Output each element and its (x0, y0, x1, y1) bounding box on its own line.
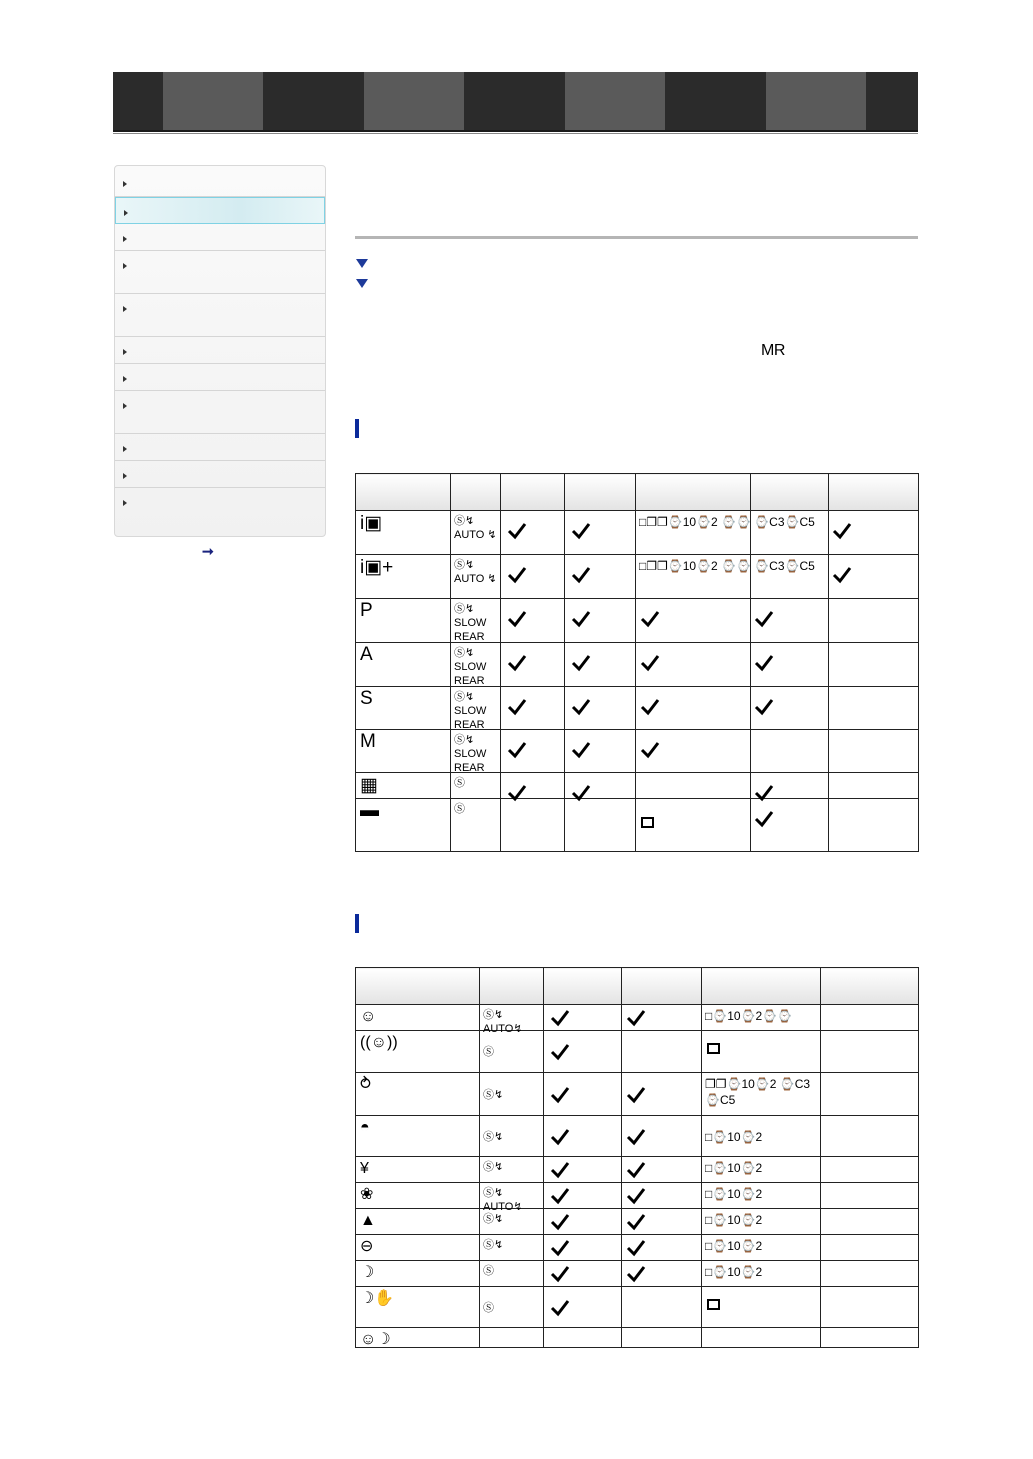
checkmark-icon (571, 740, 591, 760)
portrait-icon: ☺ (360, 1008, 377, 1025)
flash-mode-icons: Ⓢ (483, 1265, 494, 1277)
table-cell (356, 599, 451, 643)
checkmark-icon (626, 1238, 646, 1258)
table-cell (480, 1073, 544, 1116)
table-cell (451, 511, 501, 555)
header-cell (636, 474, 751, 511)
drive-mode-icons: ❐❐⌚10⌚2 ⌚C3⌚C5 (705, 1077, 811, 1107)
table-cell (544, 1116, 622, 1157)
checkmark-icon (550, 1042, 570, 1062)
sidebar-item[interactable] (115, 488, 325, 534)
table-cell (751, 599, 829, 643)
caret-right-icon (123, 500, 127, 506)
triangle-down-icon[interactable] (356, 279, 368, 288)
table-cell (501, 555, 565, 599)
header-cell (821, 968, 919, 1005)
flash-mode-icons: Ⓢ↯ (483, 1088, 504, 1101)
table-cell (821, 1287, 919, 1328)
drive-mode-icons: □⌚10⌚2 (705, 1161, 763, 1175)
table-cell (751, 687, 829, 730)
table-cell (821, 1261, 919, 1287)
table-cell (702, 1209, 821, 1235)
checkmark-icon (626, 1085, 646, 1105)
table-header-row (356, 968, 919, 1005)
landscape-icon: ▲ (360, 1212, 376, 1229)
flash-mode-icons: Ⓢ (483, 1301, 494, 1314)
mode-iAuto-icon: i▣ (360, 513, 383, 534)
night-portrait-icon: ☺☽ (360, 1331, 391, 1348)
table-cell (544, 1157, 622, 1183)
table-cell (829, 687, 919, 730)
table-cell (751, 555, 829, 599)
drive-mode-icons: □⌚10⌚2 (705, 1239, 763, 1253)
table-cell (544, 1209, 622, 1235)
table-cell (356, 1328, 480, 1348)
table-cell (544, 1183, 622, 1209)
checkmark-icon (507, 609, 527, 629)
header-cell (451, 474, 501, 511)
table-cell (636, 730, 751, 773)
caret-right-icon (123, 446, 127, 452)
sidebar-item[interactable] (115, 169, 325, 197)
checkmark-icon (550, 1085, 570, 1105)
flash-mode-icons: Ⓢ↯ SLOW REAR (454, 603, 487, 643)
section-marker (355, 914, 359, 933)
checkmark-icon (754, 809, 774, 829)
table-cell (501, 799, 565, 852)
table-row (356, 799, 919, 852)
table-cell (751, 643, 829, 687)
checkmark-icon (507, 521, 527, 541)
table-cell (702, 1287, 821, 1328)
drive-mode-icons: □⌚10⌚2⌚⌚ (705, 1009, 793, 1023)
checkmark-icon (550, 1212, 570, 1232)
checkmark-icon (754, 697, 774, 717)
table-cell (565, 555, 636, 599)
drive-mode-icons: □⌚10⌚2 (705, 1265, 763, 1279)
table-cell (356, 730, 451, 773)
checkmark-icon (550, 1298, 570, 1318)
table-cell (821, 1031, 919, 1073)
flash-mode-icons: Ⓢ↯ SLOW REAR (454, 647, 487, 687)
checkmark-icon (507, 740, 527, 760)
sidebar-item[interactable] (115, 461, 325, 488)
table-cell (702, 1116, 821, 1157)
table-cell (451, 687, 501, 730)
table-cell (501, 511, 565, 555)
table-cell (821, 1073, 919, 1116)
table-cell (565, 799, 636, 852)
table-cell (451, 799, 501, 852)
scene-selection-table (355, 967, 919, 1348)
caret-right-icon (123, 306, 127, 312)
table-cell (636, 773, 751, 799)
table-cell (622, 1287, 702, 1328)
table-cell (622, 1116, 702, 1157)
caret-right-icon (123, 473, 127, 479)
flash-mode-icons: Ⓢ↯ SLOW REAR (454, 691, 487, 731)
table-row (356, 599, 919, 643)
table-row (356, 1328, 919, 1348)
caret-right-icon (123, 349, 127, 355)
table-cell (751, 730, 829, 773)
sidebar-item[interactable] (115, 434, 325, 461)
macro-icon: ❀ (360, 1186, 374, 1203)
banner-block (163, 72, 263, 130)
table-row (356, 555, 919, 599)
flash-mode-icons: Ⓢ (454, 777, 465, 789)
table-cell (636, 555, 815, 599)
table-row (356, 643, 919, 687)
table-cell (829, 799, 919, 852)
checkmark-icon (640, 697, 660, 717)
table-cell (544, 1287, 622, 1328)
table-cell (622, 1073, 702, 1116)
mr-mode-label: MR (761, 342, 785, 359)
table-cell (480, 1183, 544, 1213)
table-cell (636, 643, 751, 687)
checkmark-icon (626, 1127, 646, 1147)
caret-right-icon (123, 403, 127, 409)
table-cell (821, 1116, 919, 1157)
table-row (356, 1235, 919, 1261)
table-cell (356, 773, 451, 799)
table-row (356, 1005, 919, 1031)
table-cell (501, 643, 565, 687)
table-cell (702, 1261, 821, 1287)
table-cell (356, 555, 451, 599)
mode-A-icon: A (360, 644, 373, 665)
table-cell (544, 1073, 622, 1116)
table-row (356, 1157, 919, 1183)
table-cell (451, 730, 501, 773)
table-cell (636, 799, 751, 852)
table-cell (356, 1073, 480, 1116)
header-cell (544, 968, 622, 1005)
table-cell (622, 1183, 702, 1209)
sidebar-item[interactable] (115, 251, 325, 294)
table-cell (622, 1328, 702, 1348)
table-cell (565, 773, 636, 799)
triangle-down-icon[interactable] (356, 259, 368, 268)
table-cell (356, 1157, 480, 1183)
flash-mode-icons: Ⓢ↯ AUTO↯ (483, 1009, 523, 1035)
sidebar (114, 165, 326, 537)
checkmark-icon (507, 697, 527, 717)
table-cell (480, 1031, 544, 1073)
table-cell (622, 1031, 702, 1073)
table-row (356, 1287, 919, 1328)
flash-mode-icons: Ⓢ↯ (483, 1239, 504, 1251)
table-cell (480, 1287, 544, 1328)
drive-mode-icons: □❐❐⌚10⌚2 ⌚⌚ ⌚C3⌚C5 (639, 559, 815, 573)
table-cell (356, 687, 451, 730)
table-cell (829, 643, 919, 687)
checkmark-icon (754, 653, 774, 673)
checkmark-icon (571, 609, 591, 629)
table-cell (821, 1328, 919, 1348)
mode-panorama-icon: ▬ (360, 800, 379, 821)
table-cell (544, 1031, 622, 1073)
caret-right-icon (123, 263, 127, 269)
table-cell (480, 1235, 544, 1261)
header-cell (829, 474, 919, 511)
single-shooting-icon (707, 1299, 720, 1310)
table-cell (636, 511, 815, 555)
drive-mode-icons: □⌚10⌚2 (705, 1129, 763, 1144)
mode-iAuto+-icon: i▣+ (360, 557, 394, 578)
table-cell (702, 1031, 821, 1073)
checkmark-icon (571, 565, 591, 585)
mode-S-icon: S (360, 688, 373, 709)
arrow-right-icon[interactable]: ➞ (202, 543, 214, 559)
table-cell (451, 643, 501, 687)
table-cell (751, 773, 829, 799)
table-cell (829, 730, 919, 773)
table-cell (702, 1005, 821, 1031)
table-cell (480, 1116, 544, 1157)
banner-block (565, 72, 665, 130)
table-row (356, 730, 919, 773)
table-row (356, 1209, 919, 1235)
caret-right-icon (124, 210, 128, 216)
table-cell (702, 1328, 821, 1348)
flash-mode-icons: Ⓢ↯ (483, 1161, 504, 1173)
table-cell (501, 599, 565, 643)
sidebar-item[interactable] (115, 391, 325, 434)
caret-right-icon (123, 376, 127, 382)
table-cell (356, 1209, 480, 1235)
mode-P-icon: P (360, 600, 373, 621)
table-cell (821, 1157, 919, 1183)
table-cell (636, 687, 751, 730)
table-cell (501, 773, 565, 799)
banner-block (113, 72, 163, 130)
anti-motion-blur-icon: ((☺)) (360, 1034, 398, 1051)
flash-mode-icons: Ⓢ↯ AUTO ↯ (454, 559, 497, 585)
mode-movie-icon: ▦ (360, 775, 378, 796)
table-cell (501, 687, 565, 730)
title-divider (355, 236, 918, 239)
banner-block (866, 72, 918, 130)
checkmark-icon (626, 1264, 646, 1284)
header-cell (565, 474, 636, 511)
flash-mode-icons: Ⓢ↯ (483, 1130, 504, 1143)
flash-mode-icons: Ⓢ↯ AUTO↯ (483, 1187, 523, 1213)
sidebar-item[interactable] (115, 337, 325, 364)
checkmark-icon (832, 565, 852, 585)
flash-mode-icons: Ⓢ (483, 1046, 494, 1058)
single-shooting-icon (641, 817, 654, 828)
table-cell (829, 773, 919, 799)
caret-right-icon (123, 181, 127, 187)
table-cell (480, 1328, 544, 1348)
flash-mode-icons: Ⓢ↯ SLOW REAR (454, 734, 487, 774)
table-cell (829, 511, 919, 555)
flash-mode-icons: Ⓢ (454, 803, 465, 815)
table-cell (544, 1261, 622, 1287)
table-cell (565, 511, 636, 555)
table-row (356, 1261, 919, 1287)
table-cell (356, 1261, 480, 1287)
table-row (356, 1183, 919, 1209)
checkmark-icon (550, 1238, 570, 1258)
single-shooting-icon (707, 1043, 720, 1054)
checkmark-icon (640, 653, 660, 673)
table-cell (751, 799, 829, 852)
drive-mode-icons: □❐❐⌚10⌚2 ⌚⌚ ⌚C3⌚C5 (639, 515, 815, 529)
flash-mode-icons: Ⓢ↯ (483, 1213, 504, 1225)
header-cell (702, 968, 821, 1005)
sidebar-item[interactable] (115, 364, 325, 391)
hand-held-twilight-icon: ☽✋ (360, 1290, 395, 1307)
table-row (356, 511, 919, 555)
banner-block (766, 72, 866, 130)
header-cell (356, 474, 451, 511)
table-cell (622, 1261, 702, 1287)
table-cell (622, 1005, 702, 1031)
table-header-row (356, 474, 919, 511)
table-cell (356, 1116, 480, 1157)
checkmark-icon (571, 697, 591, 717)
table-cell (480, 1157, 544, 1183)
table-cell (356, 511, 451, 555)
shooting-mode-table (355, 473, 919, 852)
table-cell (829, 555, 919, 599)
table-cell (451, 555, 501, 599)
table-cell (821, 1005, 919, 1031)
table-row (356, 1073, 919, 1116)
table-row (356, 1031, 919, 1073)
banner-block (364, 72, 464, 130)
table-cell (636, 599, 751, 643)
banner-block (665, 72, 766, 130)
table-cell (565, 730, 636, 773)
flash-mode-icons: Ⓢ↯ AUTO ↯ (454, 515, 497, 541)
table-cell (565, 687, 636, 730)
table-cell (565, 643, 636, 687)
drive-mode-icons: □⌚10⌚2 (705, 1187, 763, 1201)
checkmark-icon (550, 1127, 570, 1147)
section-marker (355, 419, 359, 438)
checkmark-icon (571, 653, 591, 673)
table-cell (751, 511, 829, 555)
checkmark-icon (626, 1212, 646, 1232)
table-cell (702, 1157, 821, 1183)
sunset-icon: ⊖ (360, 1238, 374, 1255)
banner-block (464, 72, 565, 130)
checkmark-icon (507, 565, 527, 585)
banner-divider (113, 133, 918, 134)
table-cell (356, 1235, 480, 1261)
sports-icon: ⥁ (360, 1076, 371, 1093)
table-cell (829, 599, 919, 643)
table-cell (622, 1157, 702, 1183)
table-cell (702, 1183, 821, 1209)
table-cell (480, 1005, 544, 1035)
table-row (356, 1116, 919, 1157)
banner-block (263, 72, 364, 130)
checkmark-icon (550, 1008, 570, 1028)
checkmark-icon (626, 1160, 646, 1180)
table-cell (702, 1235, 821, 1261)
checkmark-icon (507, 653, 527, 673)
table-row (356, 687, 919, 730)
table-cell (480, 1261, 544, 1287)
pet-icon: ◓ (360, 1119, 370, 1136)
checkmark-icon (626, 1008, 646, 1028)
caret-right-icon (123, 236, 127, 242)
mode-M-icon: M (360, 731, 376, 752)
checkmark-icon (550, 1160, 570, 1180)
table-cell (544, 1328, 622, 1348)
checkmark-icon (626, 1186, 646, 1206)
checkmark-icon (640, 740, 660, 760)
sidebar-item[interactable] (115, 224, 325, 251)
table-cell (356, 1005, 480, 1031)
table-cell (451, 773, 501, 799)
table-cell (821, 1209, 919, 1235)
table-cell (356, 1031, 480, 1073)
checkmark-icon (832, 521, 852, 541)
checkmark-icon (571, 521, 591, 541)
table-cell (480, 1209, 544, 1235)
checkmark-icon (550, 1264, 570, 1284)
table-row (356, 773, 919, 799)
drive-mode-icons: □⌚10⌚2 (705, 1213, 763, 1227)
header-banner (113, 72, 918, 132)
header-cell (480, 968, 544, 1005)
table-cell (565, 599, 636, 643)
table-cell (356, 643, 451, 687)
header-cell (622, 968, 702, 1005)
table-cell (451, 599, 501, 643)
table-cell (544, 1005, 622, 1031)
checkmark-icon (754, 609, 774, 629)
sidebar-item[interactable] (115, 197, 325, 224)
table-cell (356, 1287, 480, 1328)
table-cell (544, 1235, 622, 1261)
table-cell (356, 1183, 480, 1209)
table-cell (622, 1235, 702, 1261)
table-cell (622, 1209, 702, 1235)
table-cell (356, 799, 451, 852)
sidebar-item[interactable] (115, 294, 325, 337)
header-cell (356, 968, 480, 1005)
table-cell (501, 730, 565, 773)
table-cell (702, 1073, 821, 1116)
table-cell (821, 1183, 919, 1209)
gourmet-icon: ¥ (360, 1160, 369, 1177)
checkmark-icon (550, 1186, 570, 1206)
header-cell (751, 474, 829, 511)
night-scene-icon: ☽ (360, 1264, 375, 1281)
table-cell (821, 1235, 919, 1261)
header-cell (501, 474, 565, 511)
checkmark-icon (640, 609, 660, 629)
